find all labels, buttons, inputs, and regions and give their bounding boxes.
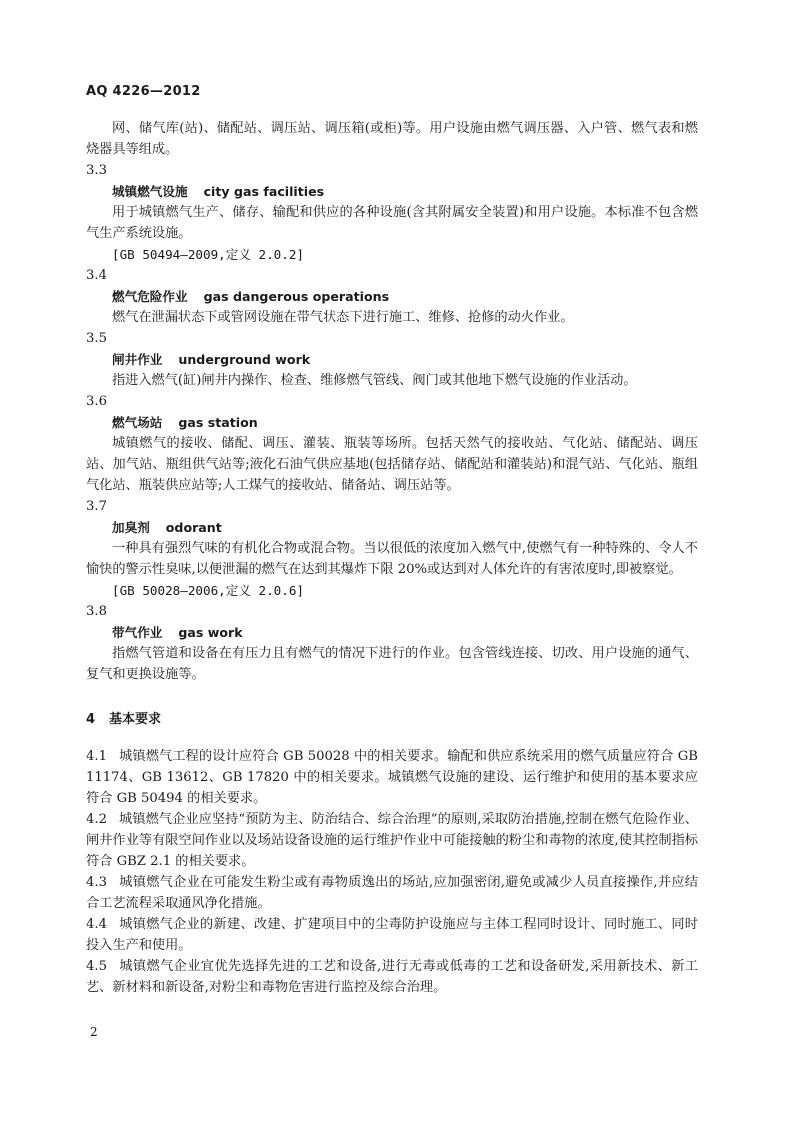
term-english: underground work [178, 352, 311, 367]
term-definition: 城镇燃气的接收、储配、调压、灌装、瓶装等场所。包括天然气的接收站、气化站、储配站、调压站、加气站、瓶组供气站等;液化石油气供应基地(包括储存站、储配站和灌装站)和混气站、气化站、瓶组气化站、瓶装供应站等;人工煤气的接收站、储备站、调压站等。 [86, 436, 698, 493]
clause-text: 城镇燃气企业在可能发生粉尘或有毒物质逸出的场站,应加强密闭,避免或减少人员直接操作,并应结合工艺流程采取通风净化措施。 [86, 875, 698, 911]
clause-number: 4.5 [86, 959, 107, 974]
term-definition: 指进入燃气(缸)闸井内操作、检查、维修燃气管线、阀门或其他地下燃气设施的作业活动。 [112, 373, 637, 388]
section-number: 4 [86, 712, 96, 727]
clause-number: 4.3 [86, 875, 107, 890]
term-definition: 用于城镇燃气生产、储存、输配和供应的各种设施(含其附属安全装置)和用户设施。本标准不包含燃气生产系统设施。 [86, 205, 698, 241]
clause-text: 城镇燃气企业宜优先选择先进的工艺和设备,进行无毒或低毒的工艺和设备研发,采用新技术、新工艺、新材料和新设备,对粉尘和毒物危害进行监控及综合治理。 [86, 959, 698, 995]
section-heading [86, 709, 698, 730]
clause-text: 城镇燃气企业应坚持“预防为主、防治结合、综合治理”的原则,采取防治措施,控制在燃气危险作业、闸井作业等有限空间作业以及场站设备设施的运行维护作业中可能接触的粉尘和毒物的浓度,使其控制指标符合 GBZ 2.1 的相关要求。 [86, 812, 698, 869]
term-entry [86, 601, 698, 685]
term-english: city gas facilities [203, 184, 325, 199]
term-entry [86, 496, 698, 601]
continuation-paragraph: 网、储气库(站)、储配站、调压站、调压箱(或柜)等。用户设施由燃气调压器、入户管、燃气表和燃烧器具等组成。 [86, 121, 698, 157]
term-definition: 指燃气管道和设备在有压力且有燃气的情况下进行的作业。包含管线连接、切改、用户设施的通气、复气和更换设施等。 [86, 646, 698, 682]
term-english: gas work [178, 625, 243, 640]
term-source: [GB 50028—2006,定义 2.0.6] [112, 583, 304, 598]
clause [86, 746, 698, 809]
term-heading [86, 349, 698, 370]
clause [86, 872, 698, 914]
term-number: 3.7 [86, 499, 107, 514]
term-chinese: 燃气场站 [112, 415, 163, 430]
term-chinese: 闸井作业 [112, 352, 163, 367]
term-heading [86, 181, 698, 202]
term-entry [86, 328, 698, 391]
term-entry [86, 265, 698, 328]
term-chinese: 带气作业 [112, 625, 163, 640]
term-heading [86, 622, 698, 643]
clause-text: 城镇燃气企业的新建、改建、扩建项目中的尘毒防护设施应与主体工程同时设计、同时施工、同时投入生产和使用。 [86, 917, 698, 953]
section-title: 基本要求 [109, 712, 162, 727]
term-definition: 燃气在泄漏状态下或管网设施在带气状态下进行施工、维修、抢修的动火作业。 [112, 310, 574, 325]
term-english: gas dangerous operations [203, 289, 390, 304]
clause-number: 4.2 [86, 812, 107, 827]
clause [86, 914, 698, 956]
term-number: 3.6 [86, 394, 107, 409]
term-chinese: 城镇燃气设施 [112, 184, 188, 199]
term-heading [86, 412, 698, 433]
term-number: 3.8 [86, 604, 107, 619]
term-chinese: 燃气危险作业 [112, 289, 188, 304]
clause-number: 4.4 [86, 917, 107, 932]
clause [86, 956, 698, 998]
term-entry [86, 160, 698, 265]
document-code: AQ 4226—2012 [86, 84, 201, 99]
term-definition: 一种具有强烈气味的有机化合物或混合物。当以很低的浓度加入燃气中,使燃气有一种特殊的、令人不愉快的警示性臭味,以便泄漏的燃气在达到其爆炸下限 20%或达到对人体允许的有害浓度时,即被察觉。 [86, 541, 698, 577]
term-heading [86, 286, 698, 307]
term-english: odorant [165, 520, 222, 535]
term-entry [86, 391, 698, 496]
clause-text: 城镇燃气工程的设计应符合 GB 50028 中的相关要求。输配和供应系统采用的燃气质量应符合 GB 11174、GB 13612、GB 17820 中的相关要求。城镇燃气设施的建设、运行维护和使用的基本要求应符合 GB 50494 的相关要求。 [86, 749, 698, 806]
page-number: 2 [90, 1025, 98, 1039]
term-number: 3.5 [86, 331, 107, 346]
page-content [86, 118, 698, 998]
clause-number: 4.1 [86, 749, 107, 764]
term-number: 3.4 [86, 268, 107, 283]
term-chinese: 加臭剂 [112, 520, 150, 535]
term-number: 3.3 [86, 163, 107, 178]
term-source: [GB 50494—2009,定义 2.0.2] [112, 247, 304, 262]
term-heading [86, 517, 698, 538]
clause [86, 809, 698, 872]
term-english: gas station [178, 415, 258, 430]
